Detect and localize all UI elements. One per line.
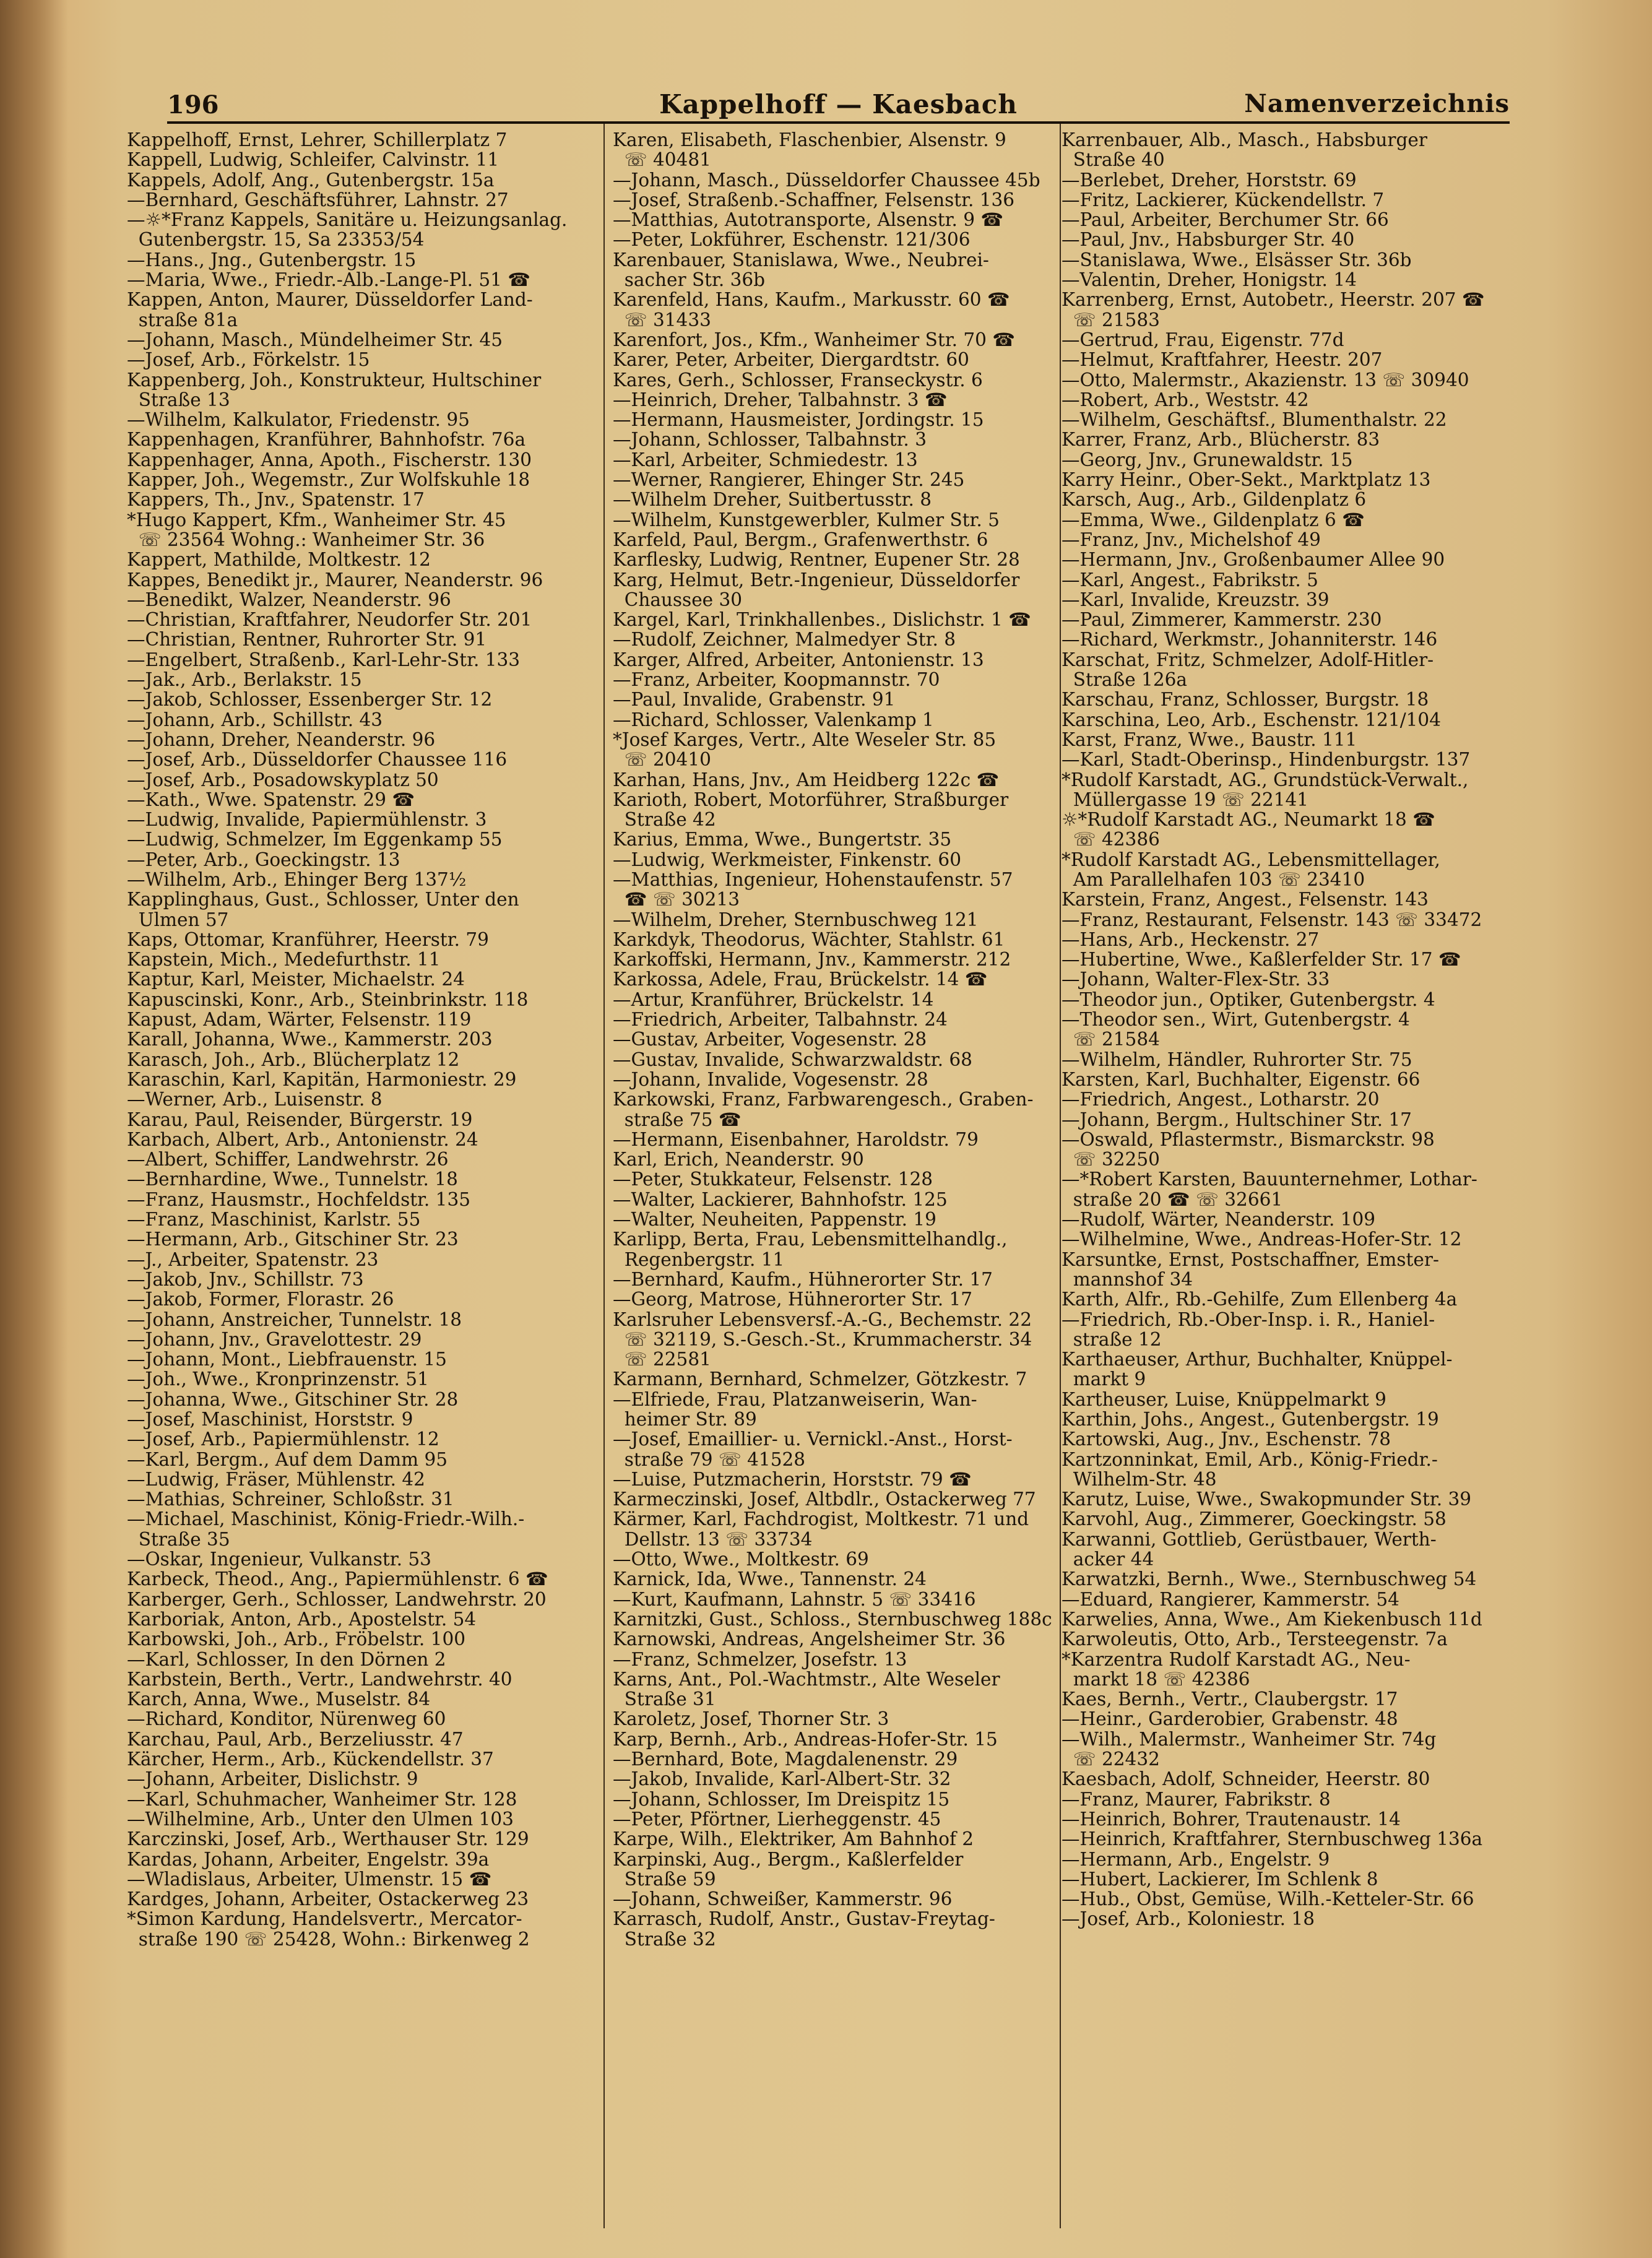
- directory-line: —Berlebet, Dreher, Horststr. 69: [1062, 169, 1357, 191]
- directory-line: ☏ 21584: [1062, 1029, 1160, 1050]
- directory-line: ☏ 21583: [1062, 309, 1160, 331]
- directory-line: Karlsruher Lebensversf.-A.-G., Bechemstr. 22: [613, 1309, 1032, 1330]
- directory-line: Karkoffski, Hermann, Jnv., Kammerstr. 212: [613, 949, 1011, 971]
- directory-line: Karberger, Gerh., Schlosser, Landwehrstr. 20: [127, 1588, 547, 1610]
- directory-line: —Josef, Maschinist, Horststr. 9: [127, 1409, 413, 1430]
- directory-line: Regenbergstr. 11: [613, 1248, 785, 1270]
- column-divider: [603, 124, 605, 2228]
- directory-line: Straße 126a: [1062, 669, 1187, 691]
- section-title: Namenverzeichnis: [1244, 89, 1510, 118]
- directory-line: —Emma, Wwe., Gildenplatz 6 ☎: [1062, 509, 1365, 530]
- directory-line: Karnick, Ida, Wwe., Tannenstr. 24: [613, 1568, 927, 1590]
- directory-line: —Friedrich, Arbeiter, Talbahnstr. 24: [613, 1009, 948, 1031]
- directory-line: Kappenhager, Anna, Apoth., Fischerstr. 130: [127, 449, 532, 470]
- directory-line: —Ludwig, Werkmeister, Finkenstr. 60: [613, 849, 961, 870]
- directory-line: ☏ 40481: [613, 149, 711, 171]
- directory-line: —Karl, Angest., Fabrikstr. 5: [1062, 569, 1318, 590]
- directory-line: —Johann, Arbeiter, Dislichstr. 9: [127, 1768, 418, 1790]
- directory-line: —Otto, Malermstr., Akazienstr. 13 ☏ 30940: [1062, 369, 1469, 391]
- directory-line: Kappell, Ludwig, Schleifer, Calvinstr. 11: [127, 149, 499, 171]
- directory-line: Kärcher, Herm., Arb., Kückendellstr. 37: [127, 1749, 494, 1770]
- directory-line: —Gertrud, Frau, Eigenstr. 77d: [1062, 329, 1344, 350]
- directory-line: —Luise, Putzmacherin, Horststr. 79 ☎: [613, 1468, 972, 1490]
- directory-line: —Paul, Jnv., Habsburger Str. 40: [1062, 229, 1355, 251]
- directory-line: ☏ 20410: [613, 749, 711, 771]
- directory-line: —Karl, Stadt-Oberinsp., Hindenburgstr. 137: [1062, 749, 1471, 771]
- directory-line: Karkdyk, Theodorus, Wächter, Stahlstr. 61: [613, 928, 1005, 950]
- directory-line: Karioth, Robert, Motorführer, Straßburger: [613, 789, 1009, 810]
- directory-line: —Johann, Invalide, Vogesenstr. 28: [613, 1068, 928, 1090]
- directory-line: —Heinrich, Kraftfahrer, Sternbuschweg 136a: [1062, 1828, 1483, 1850]
- directory-line: —Peter, Lokführer, Eschenstr. 121/306: [613, 229, 971, 251]
- directory-line: —Richard, Konditor, Nürenweg 60: [127, 1708, 446, 1730]
- directory-line: Karschat, Fritz, Schmelzer, Adolf-Hitler-: [1062, 649, 1434, 670]
- directory-line: —Josef, Straßenb.-Schaffner, Felsenstr. 136: [613, 189, 1015, 210]
- directory-line: Straße 40: [1062, 149, 1165, 171]
- directory-line: Kaes, Bernh., Vertr., Claubergstr. 17: [1062, 1689, 1398, 1710]
- directory-line: —Elfriede, Frau, Platzanweiserin, Wan-: [613, 1388, 977, 1410]
- directory-line: Kartowski, Aug., Jnv., Eschenstr. 78: [1062, 1429, 1391, 1450]
- directory-line: —Eduard, Rangierer, Kammerstr. 54: [1062, 1588, 1399, 1610]
- directory-line: —Johann, Bergm., Hultschiner Str. 17: [1062, 1109, 1412, 1130]
- directory-line: Karst, Franz, Wwe., Baustr. 111: [1062, 729, 1357, 750]
- directory-line: —Franz, Restaurant, Felsenstr. 143 ☏ 33472: [1062, 909, 1482, 930]
- directory-line: Kapust, Adam, Wärter, Felsenstr. 119: [127, 1009, 472, 1031]
- directory-line: —Friedrich, Angest., Lotharstr. 20: [1062, 1089, 1380, 1110]
- directory-line: Kaps, Ottomar, Kranführer, Heerstr. 79: [127, 928, 489, 950]
- directory-line: Karfeld, Paul, Bergm., Grafenwerthstr. 6: [613, 529, 988, 550]
- column-3: [1062, 130, 1532, 2250]
- directory-line: Straße 32: [613, 1928, 716, 1950]
- directory-line: —Johann, Anstreicher, Tunnelstr. 18: [127, 1309, 462, 1330]
- directory-line: *Simon Kardung, Handelsvertr., Mercator-: [127, 1908, 522, 1930]
- directory-line: —Johann, Walter-Flex-Str. 33: [1062, 969, 1330, 990]
- directory-line: —Engelbert, Straßenb., Karl-Lehr-Str. 133: [127, 649, 521, 670]
- directory-line: Karboriak, Anton, Arb., Apostelstr. 54: [127, 1608, 477, 1630]
- directory-line: Straße 31: [613, 1689, 716, 1710]
- directory-line: —Otto, Wwe., Moltkestr. 69: [613, 1549, 869, 1570]
- directory-line: straße 20 ☎ ☏ 32661: [1062, 1188, 1283, 1210]
- directory-line: —Johann, Schlosser, Talbahnstr. 3: [613, 429, 927, 451]
- directory-line: —Johann, Dreher, Neanderstr. 96: [127, 729, 436, 750]
- directory-line: Kappes, Benedikt jr., Maurer, Neanderstr. 96: [127, 569, 543, 590]
- directory-line: —Werner, Rangierer, Ehinger Str. 245: [613, 469, 965, 491]
- directory-line: Karnowski, Andreas, Angelsheimer Str. 36: [613, 1629, 1006, 1650]
- directory-line: Karchau, Paul, Arb., Berzeliusstr. 47: [127, 1728, 464, 1750]
- directory-line: ☏ 23564 Wohng.: Wanheimer Str. 36: [127, 529, 485, 550]
- directory-line: Straße 59: [613, 1868, 716, 1890]
- directory-line: Karger, Alfred, Arbeiter, Antonienstr. 13: [613, 649, 984, 670]
- directory-line: —Johann, Schweißer, Kammerstr. 96: [613, 1888, 953, 1910]
- directory-line: —Hub., Obst, Gemüse, Wilh.-Ketteler-Str. 66: [1062, 1888, 1474, 1910]
- directory-line: —Johanna, Wwe., Gitschiner Str. 28: [127, 1388, 459, 1410]
- directory-line: —Georg, Matrose, Hühnerorter Str. 17: [613, 1289, 973, 1310]
- directory-line: straße 75 ☎: [613, 1109, 742, 1130]
- directory-line: —Wilhelm Dreher, Suitbertusstr. 8: [613, 489, 932, 511]
- directory-line: —Wilhelmine, Wwe., Andreas-Hofer-Str. 12: [1062, 1229, 1462, 1250]
- directory-line: —Friedrich, Rb.-Ober-Insp. i. R., Haniel-: [1062, 1309, 1435, 1330]
- directory-line: —*Robert Karsten, Bauunternehmer, Lothar-: [1062, 1169, 1477, 1190]
- directory-line: *Karzentra Rudolf Karstadt AG., Neu-: [1062, 1648, 1411, 1670]
- directory-line: Karwatzki, Bernh., Wwe., Sternbuschweg 54: [1062, 1568, 1477, 1590]
- directory-line: —Ludwig, Schmelzer, Im Eggenkamp 55: [127, 829, 503, 850]
- directory-line: Straße 35: [127, 1528, 230, 1550]
- directory-line: —Bernhard, Geschäftsführer, Lahnstr. 27: [127, 189, 509, 210]
- directory-line: straße 12: [1062, 1328, 1162, 1350]
- directory-line: Karp, Bernh., Arb., Andreas-Hofer-Str. 15: [613, 1728, 998, 1750]
- directory-line: Karall, Johanna, Wwe., Kammerstr. 203: [127, 1029, 493, 1050]
- directory-line: —Hermann, Arb., Gitschiner Str. 23: [127, 1229, 459, 1250]
- directory-line: —Artur, Kranführer, Brückelstr. 14: [613, 988, 934, 1010]
- directory-line: —J., Arbeiter, Spatenstr. 23: [127, 1248, 379, 1270]
- directory-line: —Karl, Arbeiter, Schmiedestr. 13: [613, 449, 918, 470]
- directory-line: ☎ ☏ 30213: [613, 889, 740, 911]
- directory-line: Karasch, Joh., Arb., Blücherplatz 12: [127, 1049, 460, 1070]
- directory-line: —Christian, Kraftfahrer, Neudorfer Str. 201: [127, 609, 532, 631]
- directory-line: —Joh., Wwe., Kronprinzenstr. 51: [127, 1369, 429, 1390]
- directory-line: —Josef, Arb., Papiermühlenstr. 12: [127, 1429, 439, 1450]
- directory-line: —Georg, Jnv., Grunewaldstr. 15: [1062, 449, 1353, 470]
- directory-line: —Johann, Schlosser, Im Dreispitz 15: [613, 1788, 950, 1810]
- directory-line: —Ludwig, Fräser, Mühlenstr. 42: [127, 1468, 425, 1490]
- directory-line: *Hugo Kappert, Kfm., Wanheimer Str. 45: [127, 509, 506, 530]
- directory-line: —Theodor sen., Wirt, Gutenbergstr. 4: [1062, 1009, 1410, 1031]
- column-1: [127, 130, 603, 2250]
- directory-line: Kaesbach, Adolf, Schneider, Heerstr. 80: [1062, 1768, 1430, 1790]
- directory-line: —Theodor jun., Optiker, Gutenbergstr. 4: [1062, 988, 1435, 1010]
- directory-line: Straße 42: [613, 809, 716, 831]
- directory-line: —Hans, Arb., Heckenstr. 27: [1062, 928, 1320, 950]
- directory-line: —Peter, Pförtner, Lierheggenstr. 45: [613, 1808, 941, 1830]
- directory-line: Karen, Elisabeth, Flaschenbier, Alsenstr. 9: [613, 130, 1006, 150]
- directory-line: Karnitzki, Gust., Schloss., Sternbuschweg 188c: [613, 1608, 1052, 1630]
- directory-line: —Rudolf, Zeichner, Malmedyer Str. 8: [613, 629, 956, 651]
- directory-line: Kartzonninkat, Emil, Arb., König-Friedr.-: [1062, 1448, 1438, 1470]
- directory-line: Kardges, Johann, Arbeiter, Ostackerweg 23: [127, 1888, 529, 1910]
- directory-line: —Fritz, Lackierer, Kückendellstr. 7: [1062, 189, 1385, 210]
- directory-line: Kapuscinski, Konr., Arb., Steinbrinkstr. 118: [127, 988, 529, 1010]
- directory-line: Karschau, Franz, Schlosser, Burgstr. 18: [1062, 689, 1429, 711]
- directory-line: —Wladislaus, Arbeiter, Ulmenstr. 15 ☎: [127, 1868, 492, 1890]
- directory-line: —Wilhelm, Händler, Ruhrorter Str. 75: [1062, 1049, 1412, 1070]
- directory-line: —Wilhelmine, Arb., Unter den Ulmen 103: [127, 1808, 514, 1830]
- directory-line: Karwelies, Anna, Wwe., Am Kiekenbusch 11d: [1062, 1608, 1482, 1630]
- directory-line: —Valentin, Dreher, Honigstr. 14: [1062, 269, 1357, 291]
- directory-line: —Josef, Arb., Förkelstr. 15: [127, 349, 370, 371]
- directory-line: —Wilhelm, Kunstgewerbler, Kulmer Str. 5: [613, 509, 1000, 530]
- directory-line: —Michael, Maschinist, König-Friedr.-Wilh.-: [127, 1508, 525, 1530]
- directory-line: —Josef, Arb., Posadowskyplatz 50: [127, 769, 439, 790]
- directory-line: Karth, Alfr., Rb.-Gehilfe, Zum Ellenberg 4a: [1062, 1289, 1458, 1310]
- directory-line: ☏ 22432: [1062, 1749, 1160, 1770]
- directory-line: Karpinski, Aug., Bergm., Kaßlerfelder: [613, 1848, 964, 1870]
- directory-line: —Richard, Schlosser, Valenkamp 1: [613, 709, 934, 730]
- directory-line: Karthaeuser, Arthur, Buchhalter, Knüppel-: [1062, 1349, 1453, 1370]
- directory-line: —Wilhelm, Dreher, Sternbuschweg 121: [613, 909, 979, 930]
- directory-line: —Mathias, Schreiner, Schloßstr. 31: [127, 1489, 454, 1510]
- directory-line: —Johann, Mont., Liebfrauenstr. 15: [127, 1349, 447, 1370]
- directory-line: —Kurt, Kaufmann, Lahnstr. 5 ☏ 33416: [613, 1588, 976, 1610]
- directory-line: —Heinrich, Dreher, Talbahnstr. 3 ☎: [613, 389, 948, 410]
- directory-line: sacher Str. 36b: [613, 269, 766, 291]
- directory-line: —Karl, Invalide, Kreuzstr. 39: [1062, 589, 1330, 610]
- directory-line: —Wilhelm, Kalkulator, Friedenstr. 95: [127, 409, 470, 431]
- directory-line: —Heinrich, Bohrer, Trautenaustr. 14: [1062, 1808, 1401, 1830]
- directory-line: Karbach, Albert, Arb., Antonienstr. 24: [127, 1128, 478, 1150]
- directory-line: Karius, Emma, Wwe., Bungertstr. 35: [613, 829, 952, 850]
- directory-line: Karenfeld, Hans, Kaufm., Markusstr. 60 ☎: [613, 289, 1010, 311]
- directory-line: ☏ 32250: [1062, 1149, 1160, 1170]
- directory-line: Karwanni, Gottlieb, Gerüstbauer, Werth-: [1062, 1528, 1437, 1550]
- directory-line: Wilhelm-Str. 48: [1062, 1468, 1217, 1490]
- directory-line: Karsten, Karl, Buchhalter, Eigenstr. 66: [1062, 1068, 1421, 1090]
- directory-line: Karutz, Luise, Wwe., Swakopmunder Str. 39: [1062, 1489, 1471, 1510]
- directory-line: Kärmer, Karl, Fachdrogist, Moltkestr. 71 und: [613, 1508, 1029, 1530]
- directory-line: —Christian, Rentner, Ruhrorter Str. 91: [127, 629, 487, 651]
- directory-line: —Walter, Neuheiten, Pappenstr. 19: [613, 1209, 936, 1231]
- directory-line: —Kath., Wwe. Spatenstr. 29 ☎: [127, 789, 415, 810]
- directory-line: —Hubert, Lackierer, Im Schlenk 8: [1062, 1868, 1378, 1890]
- directory-line: Straße 13: [127, 389, 230, 410]
- page-header: [167, 87, 1510, 119]
- directory-line: —Benedikt, Walzer, Neanderstr. 96: [127, 589, 451, 610]
- directory-line: Karry Heinr., Ober-Sekt., Marktplatz 13: [1062, 469, 1431, 491]
- directory-line: —Werner, Arb., Luisenstr. 8: [127, 1089, 383, 1110]
- directory-line: —Matthias, Autotransporte, Alsenstr. 9 ☎: [613, 209, 1004, 231]
- directory-line: —Ludwig, Invalide, Papiermühlenstr. 3: [127, 809, 487, 831]
- directory-line: ☏ 22581: [613, 1349, 711, 1370]
- directory-line: —Heinr., Garderobier, Grabenstr. 48: [1062, 1708, 1398, 1730]
- directory-line: —Hermann, Eisenbahner, Haroldstr. 79: [613, 1128, 979, 1150]
- directory-line: acker 44: [1062, 1549, 1154, 1570]
- directory-line: Karau, Paul, Reisender, Bürgerstr. 19: [127, 1109, 473, 1130]
- directory-line: Karl, Erich, Neanderstr. 90: [613, 1149, 864, 1170]
- directory-line: Karbstein, Berth., Vertr., Landwehrstr. 40: [127, 1668, 512, 1690]
- directory-line: Karsch, Aug., Arb., Gildenplatz 6: [1062, 489, 1367, 511]
- directory-line: —Oskar, Ingenieur, Vulkanstr. 53: [127, 1549, 431, 1570]
- running-title: Kappelhoff — Kaesbach: [659, 89, 1018, 119]
- directory-line: —Richard, Werkmstr., Johanniterstr. 146: [1062, 629, 1438, 651]
- directory-line: ☏ 31433: [613, 309, 711, 331]
- directory-line: —Johann, Jnv., Gravelottestr. 29: [127, 1328, 422, 1350]
- directory-line: Am Parallelhafen 103 ☏ 23410: [1062, 868, 1365, 890]
- directory-line: —Jakob, Former, Florastr. 26: [127, 1289, 394, 1310]
- directory-line: —Wilhelm, Geschäftsf., Blumenthalstr. 22: [1062, 409, 1447, 431]
- directory-line: —Franz, Jnv., Michelshof 49: [1062, 529, 1321, 550]
- directory-line: Karg, Helmut, Betr.-Ingenieur, Düsseldorfer: [613, 569, 1020, 590]
- directory-line: —Paul, Arbeiter, Berchumer Str. 66: [1062, 209, 1389, 231]
- directory-line: Karthin, Johs., Angest., Gutenbergstr. 19: [1062, 1409, 1439, 1430]
- directory-line: Kappenhagen, Kranführer, Bahnhofstr. 76a: [127, 429, 526, 451]
- directory-line: —Johann, Masch., Düsseldorfer Chaussee 45b: [613, 169, 1040, 191]
- directory-line: —Walter, Lackierer, Bahnhofstr. 125: [613, 1188, 948, 1210]
- directory-line: —Karl, Schuhmacher, Wanheimer Str. 128: [127, 1788, 517, 1810]
- directory-line: Karaschin, Karl, Kapitän, Harmoniestr. 29: [127, 1068, 517, 1090]
- directory-line: Karer, Peter, Arbeiter, Diergardtstr. 60: [613, 349, 969, 371]
- directory-line: Karrenbauer, Alb., Masch., Habsburger: [1062, 130, 1427, 150]
- directory-line: Karsuntke, Ernst, Postschaffner, Emster-: [1062, 1248, 1439, 1270]
- directory-line: markt 9: [1062, 1369, 1146, 1390]
- directory-line: —Jakob, Invalide, Karl-Albert-Str. 32: [613, 1768, 951, 1790]
- directory-line: Karschina, Leo, Arb., Eschenstr. 121/104: [1062, 709, 1441, 730]
- directory-line: —Peter, Arb., Goeckingstr. 13: [127, 849, 400, 870]
- directory-line: Karstein, Franz, Angest., Felsenstr. 143: [1062, 889, 1429, 911]
- directory-line: —Gustav, Arbeiter, Vogesenstr. 28: [613, 1029, 927, 1050]
- directory-line: —Hermann, Hausmeister, Jordingstr. 15: [613, 409, 984, 431]
- directory-line: —Franz, Hausmstr., Hochfeldstr. 135: [127, 1188, 470, 1210]
- directory-line: Karhan, Hans, Jnv., Am Heidberg 122c ☎: [613, 769, 1000, 790]
- directory-line: straße 190 ☏ 25428, Wohn.: Birkenweg 2: [127, 1928, 530, 1950]
- directory-line: —Karl, Bergm., Auf dem Damm 95: [127, 1448, 448, 1470]
- directory-line: —Karl, Schlosser, In den Dörnen 2: [127, 1648, 446, 1670]
- directory-line: *Rudolf Karstadt AG., Lebensmittellager,: [1062, 849, 1440, 870]
- directory-line: straße 79 ☏ 41528: [613, 1448, 806, 1470]
- directory-line: —Wilh., Malermstr., Wanheimer Str. 74g: [1062, 1728, 1437, 1750]
- directory-line: Kartheuser, Luise, Knüppelmarkt 9: [1062, 1388, 1386, 1410]
- directory-line: —Helmut, Kraftfahrer, Heestr. 207: [1062, 349, 1383, 371]
- directory-line: Chaussee 30: [613, 589, 743, 610]
- directory-line: Karrenberg, Ernst, Autobetr., Heerstr. 207 ☎: [1062, 289, 1485, 311]
- directory-line: —Hubertine, Wwe., Kaßlerfelder Str. 17 ☎: [1062, 949, 1461, 971]
- directory-line: —Franz, Schmelzer, Josefstr. 13: [613, 1648, 907, 1670]
- directory-line: Karrasch, Rudolf, Anstr., Gustav-Freytag-: [613, 1908, 995, 1930]
- directory-line: —Jak., Arb., Berlakstr. 15: [127, 669, 362, 691]
- directory-line: Karbeck, Theod., Ang., Papiermühlenstr. 6 ☎: [127, 1568, 548, 1590]
- directory-line: mannshof 34: [1062, 1268, 1193, 1290]
- directory-line: —Rudolf, Wärter, Neanderstr. 109: [1062, 1209, 1376, 1231]
- directory-line: *Rudolf Karstadt, AG., Grundstück-Verwalt.,: [1062, 769, 1469, 790]
- directory-line: Karkowski, Franz, Farbwarengesch., Graben-: [613, 1089, 1034, 1110]
- directory-line: —Josef, Arb., Koloniestr. 18: [1062, 1908, 1315, 1930]
- directory-line: Kapper, Joh., Wegemstr., Zur Wolfskuhle 18: [127, 469, 530, 491]
- directory-line: Gutenbergstr. 15, Sa 23353/54: [127, 229, 425, 251]
- directory-line: ☼*Rudolf Karstadt AG., Neumarkt 18 ☎: [1062, 809, 1435, 831]
- directory-line: Kares, Gerh., Schlosser, Franseckystr. 6: [613, 369, 983, 391]
- directory-line: Karflesky, Ludwig, Rentner, Eupener Str. 28: [613, 549, 1020, 571]
- directory-line: ☏ 32119, S.-Gesch.-St., Krummacherstr. 34: [613, 1328, 1032, 1350]
- header-rule: [167, 121, 1510, 124]
- directory-line: Kapplinghaus, Gust., Schlosser, Unter den: [127, 889, 519, 911]
- directory-line: Karczinski, Josef, Arb., Werthauser Str. 129: [127, 1828, 529, 1850]
- directory-line: ☏ 42386: [1062, 829, 1160, 850]
- directory-line: —Hermann, Arb., Engelstr. 9: [1062, 1848, 1330, 1870]
- directory-line: —Robert, Arb., Weststr. 42: [1062, 389, 1309, 410]
- directory-line: Karenbauer, Stanislawa, Wwe., Neubrei-: [613, 249, 989, 270]
- directory-line: Kappen, Anton, Maurer, Düsseldorfer Land-: [127, 289, 533, 311]
- directory-line: Kappels, Adolf, Ang., Gutenbergstr. 15a: [127, 169, 495, 191]
- directory-line: Kappers, Th., Jnv., Spatenstr. 17: [127, 489, 425, 511]
- directory-line: —Bernhard, Bote, Magdalenenstr. 29: [613, 1749, 958, 1770]
- directory-line: Ulmen 57: [127, 909, 229, 930]
- directory-line: —Albert, Schiffer, Landwehrstr. 26: [127, 1149, 449, 1170]
- directory-line: —Jakob, Schlosser, Essenberger Str. 12: [127, 689, 493, 711]
- directory-line: —Paul, Invalide, Grabenstr. 91: [613, 689, 896, 711]
- directory-line: Karpe, Wilh., Elektriker, Am Bahnhof 2: [613, 1828, 974, 1850]
- directory-line: —Franz, Arbeiter, Koopmannstr. 70: [613, 669, 940, 691]
- directory-line: Karwoleutis, Otto, Arb., Tersteegenstr. 7a: [1062, 1629, 1448, 1650]
- directory-line: *Josef Karges, Vertr., Alte Weseler Str. 85: [613, 729, 997, 750]
- directory-line: —Maria, Wwe., Friedr.-Alb.-Lange-Pl. 51 ☎: [127, 269, 531, 291]
- directory-line: Karmeczinski, Josef, Altbdlr., Ostackerweg 77: [613, 1489, 1036, 1510]
- directory-line: —Oswald, Pflastermstr., Bismarckstr. 98: [1062, 1128, 1435, 1150]
- directory-line: —Franz, Maurer, Fabrikstr. 8: [1062, 1788, 1331, 1810]
- directory-line: Kardas, Johann, Arbeiter, Engelstr. 39a: [127, 1848, 490, 1870]
- directory-line: —Stanislawa, Wwe., Elsässer Str. 36b: [1062, 249, 1412, 270]
- directory-line: —Johann, Arb., Schillstr. 43: [127, 709, 383, 730]
- directory-line: Karrer, Franz, Arb., Blücherstr. 83: [1062, 429, 1380, 451]
- directory-line: Karch, Anna, Wwe., Muselstr. 84: [127, 1689, 431, 1710]
- page-number: 196: [167, 90, 219, 119]
- directory-line: Müllergasse 19 ☏ 22141: [1062, 789, 1308, 810]
- directory-line: —Josef, Emaillier- u. Vernickl.-Anst., Horst-: [613, 1429, 1013, 1450]
- directory-line: markt 18 ☏ 42386: [1062, 1668, 1250, 1690]
- directory-line: Karlipp, Berta, Frau, Lebensmittelhandlg.,: [613, 1229, 1008, 1250]
- directory-line: —Hermann, Jnv., Großenbaumer Allee 90: [1062, 549, 1445, 571]
- book-binding-shadow: [0, 0, 68, 2258]
- directory-line: Karns, Ant., Pol.-Wachtmstr., Alte Weseler: [613, 1668, 1000, 1690]
- directory-line: Karkossa, Adele, Frau, Brückelstr. 14 ☎: [613, 969, 988, 990]
- directory-line: —Bernhard, Kaufm., Hühnerorter Str. 17: [613, 1268, 993, 1290]
- directory-line: Karenfort, Jos., Kfm., Wanheimer Str. 70 ☎: [613, 329, 1015, 350]
- directory-line: —Bernhardine, Wwe., Tunnelstr. 18: [127, 1169, 458, 1190]
- directory-line: Kargel, Karl, Trinkhallenbes., Dislichstr. 1 ☎: [613, 609, 1031, 631]
- directory-line: Kappenberg, Joh., Konstrukteur, Hultschiner: [127, 369, 542, 391]
- directory-line: Kaptur, Karl, Meister, Michaelstr. 24: [127, 969, 465, 990]
- directory-line: Karvohl, Aug., Zimmerer, Goeckingstr. 58: [1062, 1508, 1447, 1530]
- directory-line: —Jakob, Jnv., Schillstr. 73: [127, 1268, 364, 1290]
- directory-line: Kappelhoff, Ernst, Lehrer, Schillerplatz 7: [127, 130, 508, 150]
- column-2: [613, 130, 1080, 2250]
- directory-line: Kapstein, Mich., Medefurthstr. 11: [127, 949, 441, 971]
- directory-line: Karbowski, Joh., Arb., Fröbelstr. 100: [127, 1629, 465, 1650]
- directory-line: —Gustav, Invalide, Schwarzwaldstr. 68: [613, 1049, 972, 1070]
- directory-line: Kappert, Mathilde, Moltkestr. 12: [127, 549, 431, 571]
- directory-line: Karmann, Bernhard, Schmelzer, Götzkestr. 7: [613, 1369, 1027, 1390]
- directory-line: —Johann, Masch., Mündelheimer Str. 45: [127, 329, 503, 350]
- directory-line: Dellstr. 13 ☏ 33734: [613, 1528, 813, 1550]
- directory-line: heimer Str. 89: [613, 1409, 757, 1430]
- directory-line: —Paul, Zimmerer, Kammerstr. 230: [1062, 609, 1382, 631]
- directory-line: —Wilhelm, Arb., Ehinger Berg 137½: [127, 868, 467, 890]
- directory-line: —☼*Franz Kappels, Sanitäre u. Heizungsanlag.: [127, 209, 568, 231]
- directory-line: —Josef, Arb., Düsseldorfer Chaussee 116: [127, 749, 508, 771]
- directory-line: —Franz, Maschinist, Karlstr. 55: [127, 1209, 421, 1231]
- directory-line: —Matthias, Ingenieur, Hohenstaufenstr. 57: [613, 868, 1013, 890]
- directory-line: —Peter, Stukkateur, Felsenstr. 128: [613, 1169, 933, 1190]
- directory-line: Karoletz, Josef, Thorner Str. 3: [613, 1708, 889, 1730]
- directory-line: straße 81a: [127, 309, 238, 331]
- directory-line: —Hans., Jng., Gutenbergstr. 15: [127, 249, 417, 270]
